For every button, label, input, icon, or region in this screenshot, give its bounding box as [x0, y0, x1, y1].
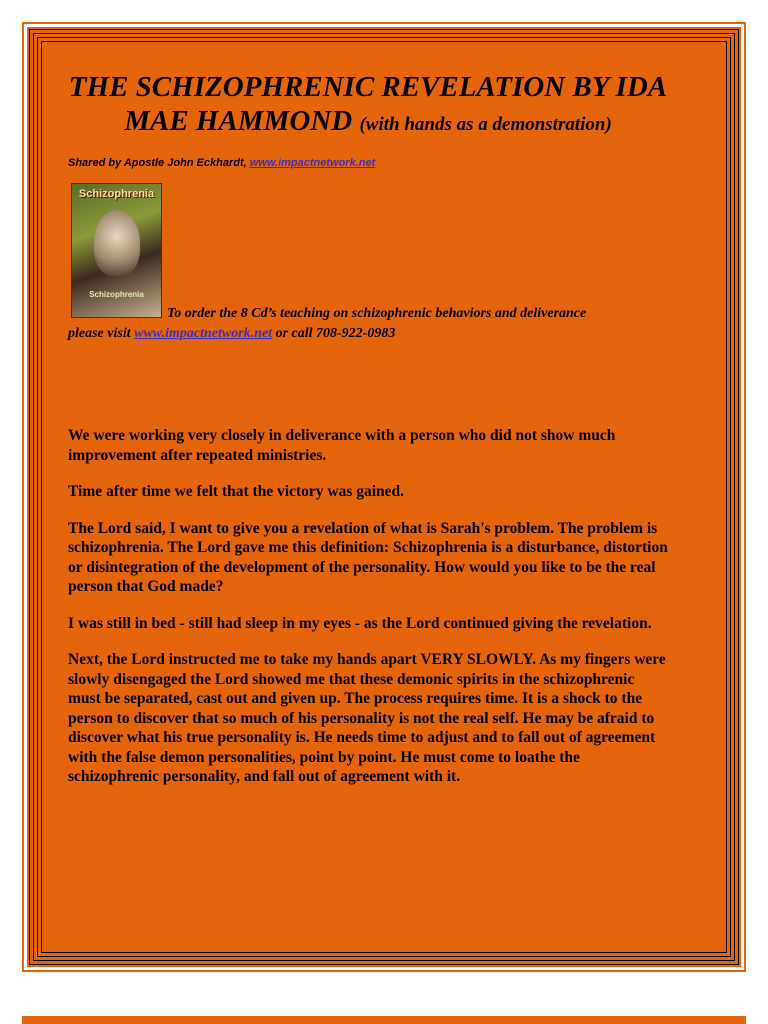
impactnetwork-link[interactable]: www.impactnetwork.net [249, 157, 376, 169]
order-line-1: To order the 8 Cd’s teaching on schizophrenic behaviors and deliverance [167, 306, 587, 321]
shared-by-text: Shared by Apostle John Eckhardt, [68, 157, 250, 169]
cover-face-illustration [94, 210, 140, 276]
paragraph: I was still in bed - still had sleep in my eyes - as the Lord continued giving the revelation. [68, 614, 652, 632]
title-main: THE SCHIZOPHRENIC REVELATION BY IDA MAE HAMMOND [68, 71, 668, 137]
page-frame [22, 22, 746, 972]
cover-bottom-text: Schizophrenia [89, 290, 144, 299]
order-website-link[interactable]: www.impactnetwork.net [134, 326, 273, 341]
document-content [68, 70, 668, 804]
title-subtitle: (with hands as a demonstration) [359, 114, 612, 135]
order-line-2 [68, 324, 668, 344]
order-visit-text: please visit [68, 326, 135, 341]
order-text [68, 304, 668, 344]
next-page-edge [22, 1016, 746, 1024]
paragraph: We were working very closely in deliverance with a person who did not show much improvement after repeated ministries. [68, 427, 616, 464]
shared-by-line [68, 157, 668, 169]
order-block [68, 183, 668, 343]
paragraph: Next, the Lord instructed me to take my hands apart VERY SLOWLY. As my fingers were slowly disengaged the Lord showed me that these demonic spirits in the schizophrenic must be separated, cast out and given up. The process requires time. It is a shock to the person to discover that so much of his personality is not the real self. He may be afraid to discover what his true personality is. He needs time to adjust and to fall out of agreement with the false demon personalities, point by point. He must come to loathe the schizophrenic personality, and fall out of agreement with it. [68, 651, 666, 785]
book-cover-image [71, 183, 162, 318]
order-phone-text: or call 708-922-0983 [272, 326, 396, 341]
paragraph: The Lord said, I want to give you a revelation of what is Sarah's problem. The problem is schizophrenia. The Lord gave me this definition: Schizophrenia is a disturbance, distortion or disintegration of the development of the personality. How would you like to be the real person that God made? [68, 519, 668, 595]
paragraph: Time after time we felt that the victory was gained. [68, 483, 405, 500]
document-title [68, 70, 668, 142]
body-text [68, 426, 668, 787]
cover-title: Schizophrenia [78, 188, 155, 200]
